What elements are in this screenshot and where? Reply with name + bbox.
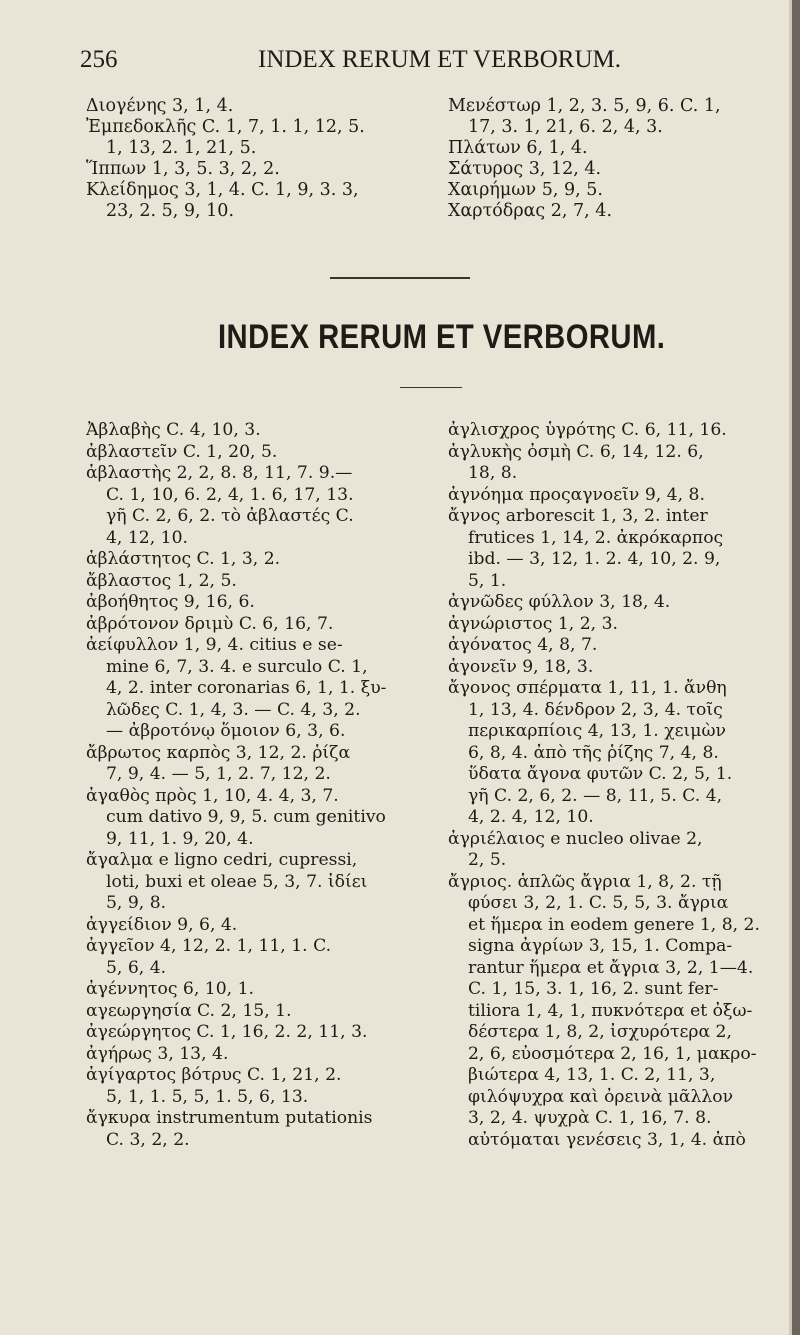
top-right-column <box>448 96 790 222</box>
index-entry: ἀγλυκὴς ὀσμὴ C. 6, 14, 12. 6, <box>448 441 704 462</box>
top-left-column <box>86 96 426 222</box>
index-entry: ἀγεώργητος C. 1, 16, 2. 2, 11, 3. <box>86 1022 368 1042</box>
index-entry-continuation: λῶδες C. 1, 4, 3. — C. 4, 3, 2. <box>106 699 361 720</box>
index-entry-continuation: C. 3, 2, 2. <box>106 1129 190 1150</box>
index-entry-continuation: 9, 11, 1. 9, 20, 4. <box>106 828 254 849</box>
index-entry: ἄγονος σπέρματα 1, 11, 1. ἄνθη <box>448 678 727 698</box>
index-entry-continuation: 4, 2. 4, 12, 10. <box>468 807 594 827</box>
index-entry-continuation: cum dativo 9, 9, 5. cum genitivo <box>106 807 386 827</box>
index-entry-continuation: δέστερα 1, 8, 2, ἰσχυρότερα 2, <box>468 1022 732 1042</box>
index-entry-continuation: 7, 9, 4. — 5, 1, 2. 7, 12, 2. <box>106 764 331 784</box>
index-entry: ἀβλαστὴς 2, 2, 8. 8, 11, 7. 9.— <box>86 463 353 483</box>
index-entry-continuation: 5, 9, 8. <box>106 893 167 913</box>
index-entry: ἀγνόημα προςαγνοεῖν 9, 4, 8. <box>448 484 705 505</box>
index-entry-continuation: 4, 2. inter coronarias 6, 1, 1. ξυ- <box>106 678 387 698</box>
section-divider <box>330 277 470 279</box>
index-entry: ἀγέννητος 6, 10, 1. <box>86 979 254 999</box>
index-entry-continuation: 18, 8. <box>468 463 518 483</box>
index-entry: ἀβρότονον δριμὺ C. 6, 16, 7. <box>86 613 334 634</box>
index-entry-continuation: βιώτερα 4, 13, 1. C. 2, 11, 3, <box>468 1065 716 1085</box>
index-entry: Κλείδημος 3, 1, 4. C. 1, 9, 3. 3, <box>86 180 359 200</box>
index-entry-continuation: 6, 8, 4. ἀπὸ τῆς ῥίζης 7, 4, 8. <box>468 742 719 763</box>
index-entry: ἀγίγαρτος βότρυς C. 1, 21, 2. <box>86 1065 342 1085</box>
index-entry-continuation: ibd. — 3, 12, 1. 2. 4, 10, 2. 9, <box>468 549 721 569</box>
index-entry-continuation: 2, 5. <box>468 850 507 870</box>
index-nominum-continuation <box>0 96 800 276</box>
index-entry-continuation: αὐτόμαται γενέσεις 3, 1, 4. ἀπὸ <box>468 1129 746 1150</box>
index-entry-continuation: 5, 1, 1. 5, 5, 1. 5, 6, 13. <box>106 1086 309 1107</box>
running-head-title: INDEX RERUM ET VERBORUM. <box>258 46 621 73</box>
index-entry-continuation: mine 6, 7, 3. 4. e surculo C. 1, <box>106 656 368 677</box>
index-entry: Πλάτων 6, 1, 4. <box>448 138 588 158</box>
index-entry: ἀγγεῖον 4, 12, 2. 1, 11, 1. C. <box>86 936 332 956</box>
index-entry: ἀγλισχρος ὑγρότης C. 6, 11, 16. <box>448 420 727 440</box>
index-entry: Μενέστωρ 1, 2, 3. 5, 9, 6. C. 1, <box>448 96 721 116</box>
running-head <box>80 42 780 82</box>
index-entry-continuation: 2, 6, εὐοσμότερα 2, 16, 1, μακρο- <box>468 1043 757 1064</box>
index-entry-continuation: 5, 1. <box>468 570 507 591</box>
index-entry: ἀβοήθητος 9, 16, 6. <box>86 592 255 612</box>
index-entry: Ἀβλαβὴς C. 4, 10, 3. <box>86 420 261 440</box>
index-entry: ἄγκυρα instrumentum putationis <box>86 1108 373 1128</box>
index-entry: ἀείφυλλον 1, 9, 4. citius e se- <box>86 635 343 655</box>
index-entry-continuation: C. 1, 10, 6. 2, 4, 1. 6, 17, 13. <box>106 484 354 505</box>
index-entry: ἀγγείδιον 9, 6, 4. <box>86 914 238 935</box>
section-title: INDEX RERUM ET VERBORUM. <box>218 318 666 356</box>
index-entry-continuation: frutices 1, 14, 2. ἀκρόκαρπος <box>468 527 724 548</box>
index-entry-continuation: φιλόψυχρα καὶ ὀρεινὰ μᾶλλον <box>468 1086 734 1107</box>
index-entry: ἀγόνατος 4, 8, 7. <box>448 635 598 655</box>
index-entry: ἀγονεῖν 9, 18, 3. <box>448 656 594 677</box>
index-body <box>0 420 800 1310</box>
index-entry-continuation: 1, 13, 2. 1, 21, 5. <box>106 138 257 158</box>
index-entry: αγεωργησία C. 2, 15, 1. <box>86 1000 292 1021</box>
index-entry: ἄβλαστος 1, 2, 5. <box>86 570 237 591</box>
index-entry-continuation: φύσει 3, 2, 1. C. 5, 5, 3. ἄγρια <box>468 893 729 913</box>
index-entry: ἀγαθὸς πρὸς 1, 10, 4. 4, 3, 7. <box>86 785 339 806</box>
index-entry: Χαιρήμων 5, 9, 5. <box>448 180 603 200</box>
index-entry-continuation: et ἥμερα in eodem genere 1, 8, 2. <box>468 914 760 935</box>
title-underline <box>400 387 462 388</box>
index-entry-continuation: 1, 13, 4. δένδρον 2, 3, 4. τοῖς <box>468 699 723 720</box>
index-entry: ἀβλαστεῖν C. 1, 20, 5. <box>86 441 278 462</box>
index-entry: Σάτυρος 3, 12, 4. <box>448 159 602 179</box>
index-entry-continuation: 23, 2. 5, 9, 10. <box>106 201 235 221</box>
index-entry: ἄβρωτος καρπὸς 3, 12, 2. ῥίζα <box>86 742 351 763</box>
index-entry: ἀγνῶδες φύλλον 3, 18, 4. <box>448 592 671 612</box>
index-entry: ἀγήρως 3, 13, 4. <box>86 1043 229 1064</box>
index-entry-continuation: — ἀβροτόνῳ ὅμοιον 6, 3, 6. <box>106 721 346 741</box>
index-entry: ἄγριος. ἁπλῶς ἄγρια 1, 8, 2. τῇ <box>448 871 722 892</box>
index-entry: Διογένης 3, 1, 4. <box>86 96 234 116</box>
index-entry-continuation: C. 1, 15, 3. 1, 16, 2. sunt fer- <box>468 979 719 999</box>
index-entry-continuation: 4, 12, 10. <box>106 527 188 548</box>
body-left-column <box>86 420 426 1151</box>
index-entry-continuation: 17, 3. 1, 21, 6. 2, 4, 3. <box>468 117 663 137</box>
index-entry-continuation: 3, 2, 4. ψυχρὰ C. 1, 16, 7. 8. <box>468 1108 712 1128</box>
index-entry-continuation: γῆ C. 2, 6, 2. — 8, 11, 5. C. 4, <box>468 785 723 806</box>
index-entry: Χαρτόδρας 2, 7, 4. <box>448 201 613 221</box>
index-entry: ἀγνώριστος 1, 2, 3. <box>448 613 618 634</box>
body-right-column <box>448 420 790 1151</box>
page-number: 256 <box>80 46 118 73</box>
index-entry: ἀγριέλαιος e nucleo olivae 2, <box>448 828 703 849</box>
index-entry: Ἐμπεδοκλῆς C. 1, 7, 1. 1, 12, 5. <box>86 117 365 137</box>
index-entry: Ἵππων 1, 3, 5. 3, 2, 2. <box>86 159 280 179</box>
index-entry-continuation: loti, buxi et oleae 5, 3, 7. ἰδίει <box>106 871 368 892</box>
index-entry: ἄγαλμα e ligno cedri, cupressi, <box>86 850 358 870</box>
index-entry-continuation: γῆ C. 2, 6, 2. τὸ ἀβλαστές C. <box>106 506 354 526</box>
index-entry-continuation: περικαρπίοις 4, 13, 1. χειμὼν <box>468 721 726 741</box>
index-entry-continuation: signa ἀγρίων 3, 15, 1. Compa- <box>468 936 733 956</box>
index-entry-continuation: ὕδατα ἄγονα φυτῶν C. 2, 5, 1. <box>468 764 733 784</box>
index-entry-continuation: tiliora 1, 4, 1, πυκνότερα et ὀξω- <box>468 1000 753 1021</box>
index-entry: ἀβλάστητος C. 1, 3, 2. <box>86 549 281 569</box>
index-entry-continuation: 5, 6, 4. <box>106 957 167 978</box>
index-entry: ἄγνος arborescit 1, 3, 2. inter <box>448 506 708 526</box>
index-entry-continuation: rantur ἥμερα et ἄγρια 3, 2, 1—4. <box>468 957 754 978</box>
